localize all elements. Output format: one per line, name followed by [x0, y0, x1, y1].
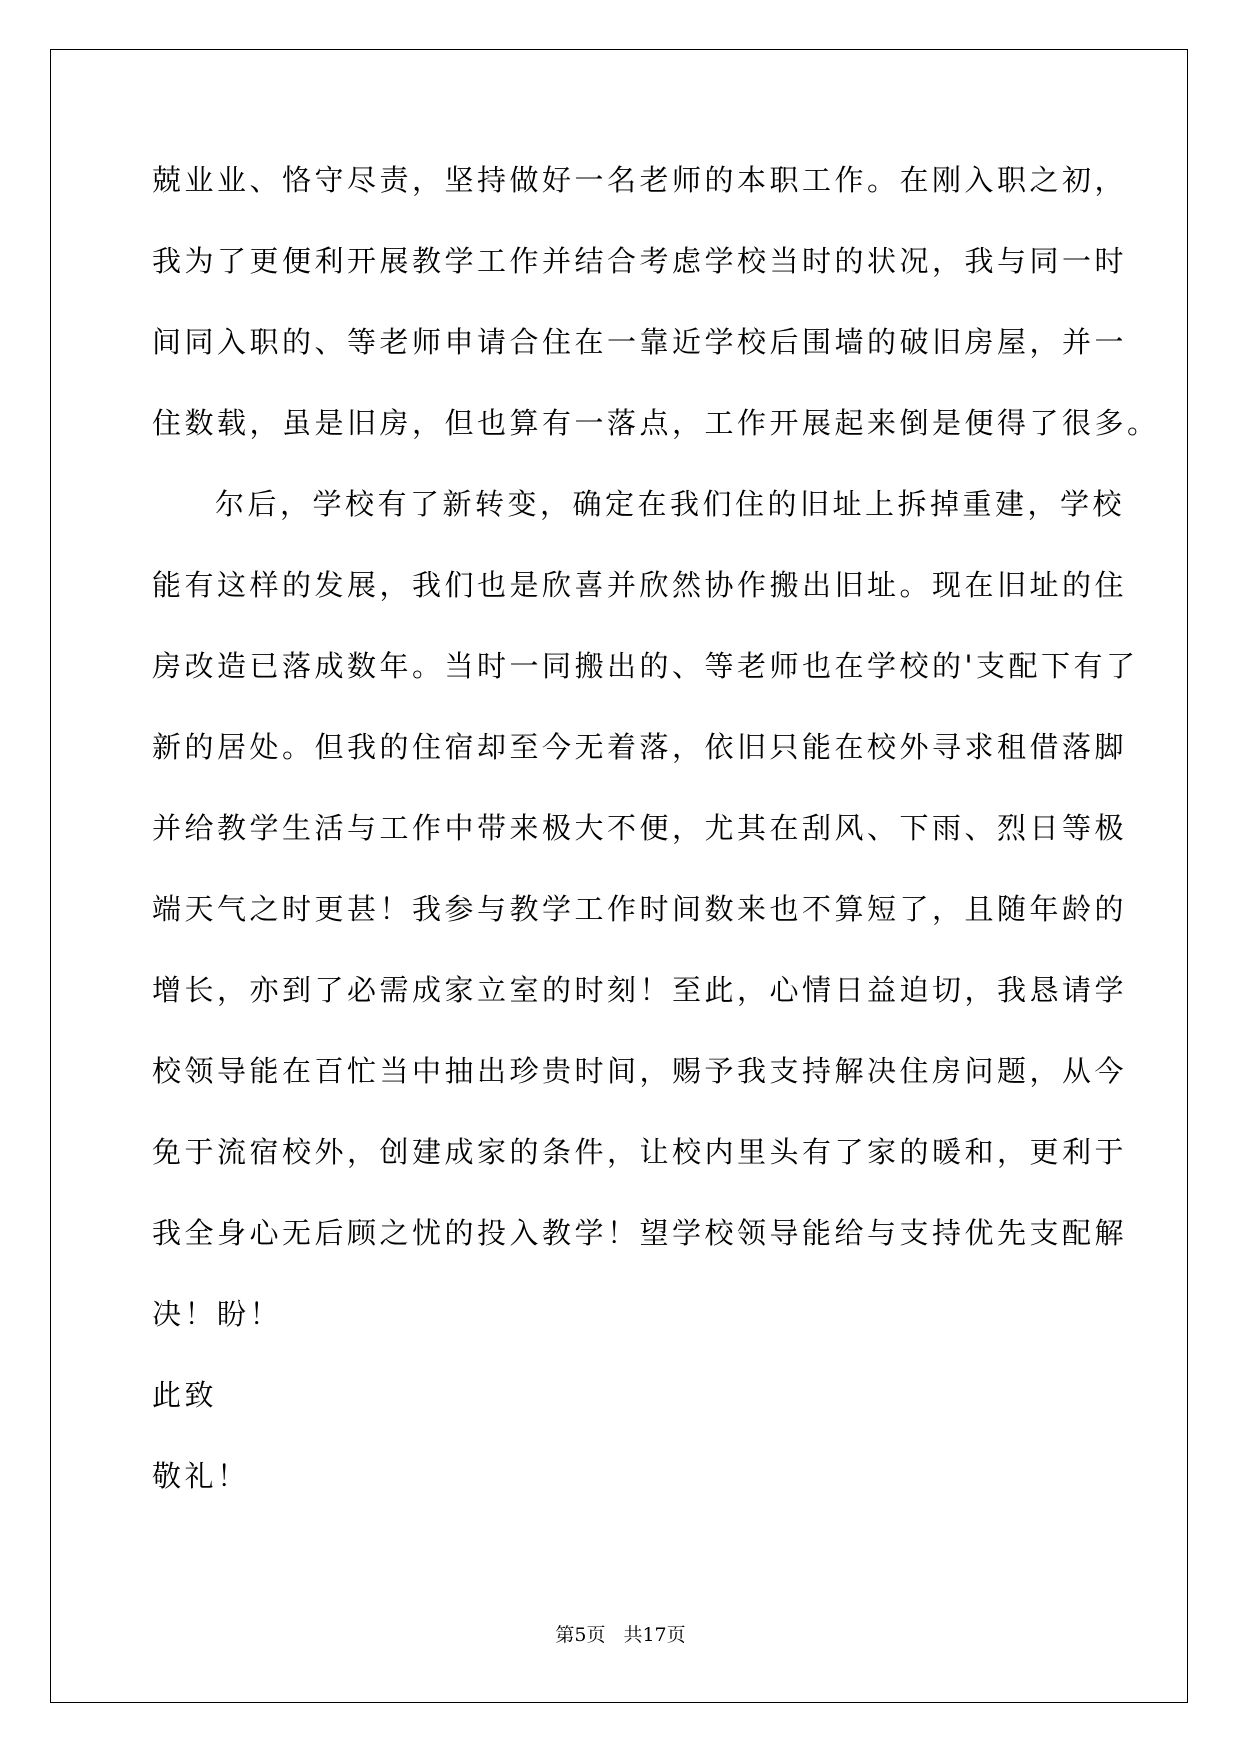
text-line: 并给教学生活与工作中带来极大不便，尤其在刮风、下雨、烈日等极	[152, 811, 1128, 845]
text-line: 决！盼！	[152, 1297, 283, 1331]
text-line: 房改造已落成数年。当时一同搬出的、等老师也在学校的'支配下有了	[152, 649, 1139, 683]
text-line: 住数载，虽是旧房，但也算有一落点，工作开展起来倒是便得了很多。	[152, 406, 1160, 440]
text-line: 增长，亦到了必需成家立室的时刻！至此，心情日益迫切，我恳请学	[152, 973, 1128, 1007]
closing-regards: 敬礼！	[152, 1459, 250, 1493]
page-number: 第5页	[555, 1624, 606, 1646]
text-line: 间同入职的、等老师申请合住在一靠近学校后围墙的破旧房屋，并一	[152, 325, 1128, 359]
text-line: 兢业业、恪守尽责，坚持做好一名老师的本职工作。在刚入职之初，	[152, 163, 1128, 197]
page-footer	[0, 1623, 1241, 1647]
letter-body	[152, 162, 1160, 1539]
text-line: 免于流宿校外，创建成家的条件，让校内里头有了家的暖和，更利于	[152, 1135, 1128, 1169]
text-line: 端天气之时更甚！我参与教学工作时间数来也不算短了，且随年龄的	[152, 892, 1128, 926]
paragraph-start-line: 尔后，学校有了新转变，确定在我们住的旧址上拆掉重建，学校	[215, 487, 1126, 521]
text-line: 校领导能在百忙当中抽出珍贵时间，赐予我支持解决住房问题，从今	[152, 1054, 1128, 1088]
page-total: 共17页	[623, 1624, 686, 1646]
text-line: 我为了更便利开展教学工作并结合考虑学校当时的状况，我与同一时	[152, 244, 1128, 278]
closing-salutation: 此致	[152, 1378, 218, 1412]
text-line: 我全身心无后顾之忧的投入教学！望学校领导能给与支持优先支配解	[152, 1216, 1128, 1250]
text-line: 新的居处。但我的住宿却至今无着落，依旧只能在校外寻求租借落脚	[152, 730, 1128, 764]
text-line: 能有这样的发展，我们也是欣喜并欣然协作搬出旧址。现在旧址的住	[152, 568, 1128, 602]
